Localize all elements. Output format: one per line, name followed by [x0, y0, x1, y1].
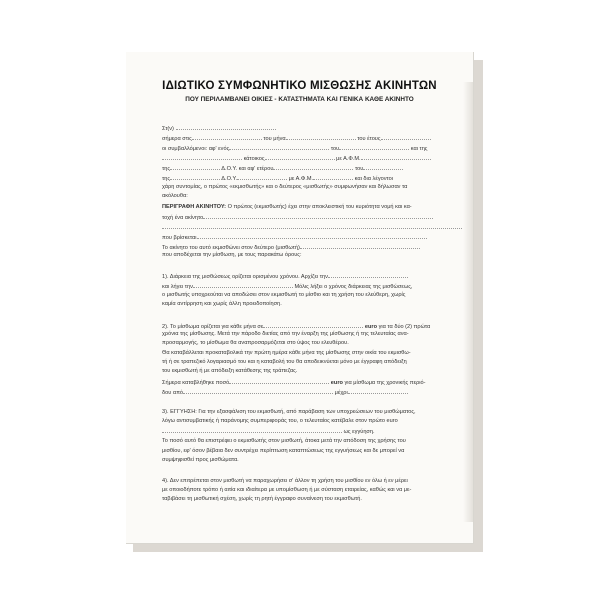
clause-4-line-1: 4). Δεν επιτρέπεται στον μισθωτή να παραχωρήσει σ' άλλον τη χρήση του μισθίου εν όλω ή εν μέρει — [162, 478, 408, 484]
clause-3-line-2: λόγω αντισυμβατικής ή παράνομης συμπεριφοράς του, ο τελευταίος κατέβαλε στον πρώτο euro — [162, 418, 398, 424]
clause-1-line-3: ο μισθωτής υποχρεούται να αποδώσει στον εκμισθωτή το μίσθιο και τη χρήση του ελεύθερη, χωρίς — [162, 292, 406, 298]
clause-1-text: 1). Διάρκεια της μισθώσεως ορίζεται ορισμένου χρόνου. Αρχίζει την — [162, 274, 328, 280]
property-line-3 — [162, 233, 463, 242]
property-text: τοχή ένα ακίνητο — [162, 215, 204, 221]
clause-2-line-6: του εκμισθωτή ή με απόδειξη κατάθεσης της τράπεζας. — [162, 368, 298, 374]
clause-2-text: για τα δύο (2) πρώτα — [378, 324, 431, 330]
clause-1-text: και λήγει την — [162, 284, 193, 290]
mother-label: και της — [410, 146, 428, 152]
blank-field[interactable] — [229, 378, 329, 384]
document-subtitle: ΠΟΥ ΠΕΡΙΛΑΜΒΑΝΕΙ ΟΙΚΙΕΣ - ΚΑΤΑΣΤΗΜΑΤΑ ΚΑΙ ΓΕΝΙΚΑ ΚΑΘΕ ΑΚΙΝΗΤΟ — [185, 96, 414, 103]
currency-label: euro — [364, 324, 378, 330]
currency-label: euro — [330, 380, 343, 386]
afm-label: με Α.Φ.Μ. — [288, 176, 314, 182]
blank-field[interactable] — [381, 134, 431, 140]
header-line-5 — [162, 164, 463, 173]
property-heading: ΠΕΡΙΓΡΑΦΗ ΑΚΙΝΗΤΟΥ: — [162, 204, 227, 210]
location-label: που βρίσκεται — [162, 235, 197, 241]
clause-2-text: για μίσθωμα της χρονικής περιό- — [344, 380, 426, 386]
clause-3-line-1: 3). ΕΓΓΥΗΣΗ: Για την εξασφάλιση του εκμισθωτή, από παράβαση των υποχρεώσεων του μισθώματος, — [162, 409, 416, 415]
property-line-4 — [162, 243, 463, 252]
blank-field[interactable] — [348, 388, 408, 394]
header-line-1 — [162, 124, 463, 133]
clause-2-line-3: προσαρμογής, το μίσθωμα θα αναπροσαρμόζεται στο ύψος του ελευθέρου. — [162, 340, 349, 346]
header-line-3 — [162, 144, 463, 153]
clause-4-line-3: ταβιβάσει τη μισθωτική σχέση, χωρίς τη ρητή έγγραφο συναίνεση του εκμισθωτή. — [162, 496, 362, 502]
header-line-6 — [162, 174, 463, 183]
father-label: του — [354, 166, 364, 172]
page-edge-shading — [463, 82, 473, 522]
blank-field[interactable] — [286, 134, 356, 140]
blank-field[interactable] — [176, 124, 276, 130]
blank-field[interactable] — [203, 213, 433, 219]
property-text: Ο πρώτος (εκμισθωτής) έχει στην αποκλειστική του κυριότητα νομή και κα- — [227, 204, 412, 210]
header-line-4 — [162, 154, 463, 163]
property-line-5: που αποδέχεται την μίσθωση, με τους παρακάτω όρους: — [162, 252, 302, 258]
blank-field[interactable] — [361, 154, 431, 160]
header-line-8: ακόλουθα: — [162, 193, 188, 199]
tax-office-label: Δ.Ο.Υ. και αφ' ετέρου — [221, 166, 274, 172]
blank-field[interactable] — [328, 272, 408, 278]
party-a-label: οι συμβαλλόμενοι: αφ' ενός — [162, 146, 230, 152]
blank-field[interactable] — [313, 174, 353, 180]
resident-label: κάτοικος — [243, 156, 265, 162]
document-page — [126, 52, 474, 544]
blank-field[interactable] — [263, 322, 363, 328]
clause-3-line-5: μισθίου, εφ' όσον βέβαια δεν συντρέχει περίπτωση καταπτώσεως της εγγυήσεως και δε μπορεί να — [162, 448, 405, 454]
tax-office-prefix: της — [162, 166, 171, 172]
clause-1-line-2 — [162, 282, 463, 291]
blank-field[interactable] — [192, 134, 262, 140]
blank-field[interactable] — [197, 233, 427, 239]
property-line-1 — [162, 204, 463, 211]
document-title: ΙΔΙΩΤΙΚΟ ΣΥΜΦΩΝΗΤΙΚΟ ΜΙΣΘΩΣΗΣ ΑΚΙΝΗΤΩΝ — [162, 80, 437, 92]
mother-label: της — [162, 176, 171, 182]
clause-3-line-3 — [162, 427, 463, 436]
called-label: και δια λέγοντοι — [354, 176, 394, 182]
clause-2-line-4: Θα καταβάλλεται προκαταβολικά την πρώτη ημέρα κάθε μήνα της μίσθωσης στην οικία του εκμισθω- — [162, 350, 411, 356]
blank-field[interactable] — [363, 164, 403, 170]
blank-field[interactable] — [162, 427, 342, 433]
clause-3-line-6: συμψηφισθεί προς μισθώματα. — [162, 457, 239, 463]
afm-label: με Α.Φ.Μ. — [336, 156, 361, 162]
clause-2-text: Σήμερα καταβλήθηκε ποσό — [162, 380, 230, 386]
blank-field[interactable] — [339, 144, 409, 150]
clause-1-line-1 — [162, 272, 463, 281]
blank-field[interactable] — [193, 282, 293, 288]
clause-2-line-1 — [162, 322, 463, 331]
blank-field[interactable] — [273, 164, 353, 170]
period-from-label: δου από — [162, 390, 184, 396]
blank-field[interactable] — [162, 223, 462, 229]
father-label: του — [330, 146, 340, 152]
clause-3-text: ως εγγύηση. — [343, 429, 375, 435]
clause-3-line-4: Το ποσό αυτό θα επιστρέφει ο εκμισθωτής στον μισθωτή, άτοκα μετά την απόδοση της χρήσης του — [162, 438, 406, 444]
period-to-label: μέχρι — [334, 390, 348, 396]
date-month-label: του μήνα — [263, 136, 286, 142]
clause-4-line-2: με οποιοδήποτε τρόπο ή αιτία και ιδιαίτερα με υπομίσθωση ή με σύσταση εταιρείας, καθώς και να με- — [162, 487, 412, 493]
blank-field[interactable] — [265, 154, 335, 160]
property-blank-line — [162, 223, 463, 232]
tax-office-label: Δ.Ο.Υ. — [221, 176, 238, 182]
blank-field[interactable] — [162, 154, 242, 160]
clause-2-line-2: χρόνια της μίσθωσης. Μετά την πάροδο διετίας από την έναρξη της μίσθωσης ή της τελευταίας ανα- — [162, 331, 409, 337]
clause-2-text: 2). Το μίσθωμα ορίζεται για κάθε μήνα σε — [162, 324, 264, 330]
place-label: Στ(ν) — [162, 126, 174, 132]
property-text: Το ακίνητο του αυτό εκμισθώνει στον δεύτερο (μισθωτή) — [162, 245, 300, 251]
date-day-label: σήμερα στις — [162, 136, 192, 142]
blank-field[interactable] — [237, 174, 287, 180]
blank-field[interactable] — [170, 164, 220, 170]
clause-2-line-8 — [162, 388, 463, 397]
header-line-7: χάρη συντομίας, ο πρώτος «εκμισθωτής» και ο δεύτερος «μισθωτής» συμφωνήσαν και δήλωσαν τα — [162, 184, 408, 190]
clause-1-text: Μόλις λήξει ο χρόνος διάρκειας της μισθώσεως, — [294, 284, 413, 290]
clause-1-line-4: καμία αντίρρηση και χωρίς άλλη προειδοποίηση. — [162, 301, 282, 307]
blank-field[interactable] — [300, 243, 420, 249]
clause-2-line-5: τή ή σε τραπεζικό λογαριασμό του και η καταβολή του θα αποδεικνύεται μόνο με έγγραφη απόδειξη — [162, 359, 407, 365]
property-line-2 — [162, 213, 463, 222]
clause-2-line-7 — [162, 378, 463, 387]
blank-field[interactable] — [170, 174, 220, 180]
blank-field[interactable] — [183, 388, 333, 394]
header-line-2 — [162, 134, 463, 143]
date-year-label: του έτους — [357, 136, 381, 142]
blank-field[interactable] — [229, 144, 329, 150]
